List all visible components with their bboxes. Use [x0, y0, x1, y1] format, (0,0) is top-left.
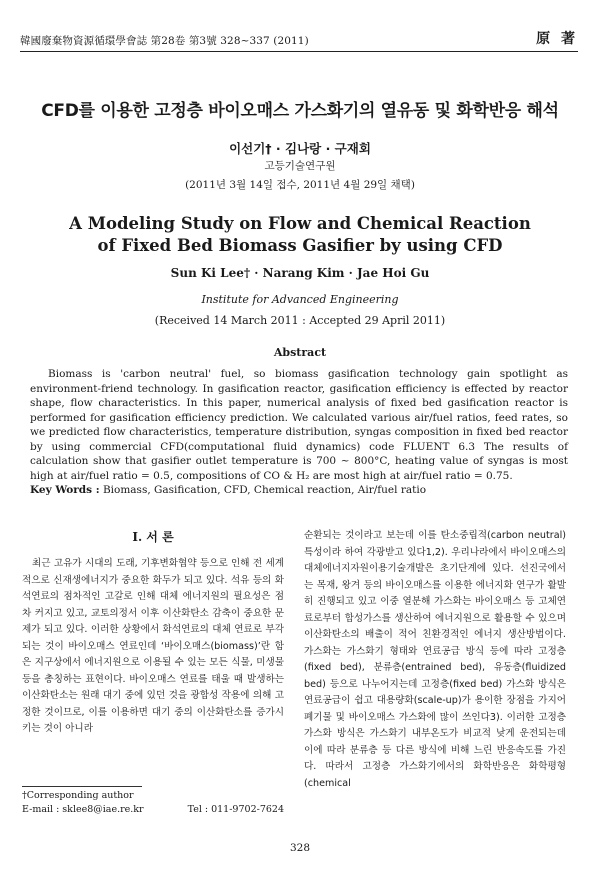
journal-header [20, 28, 578, 48]
journal-citation: 韓國廢棄物資源循環學會誌 第28卷 第3號 328~337 (2011) [20, 35, 309, 47]
footnote-rule [22, 786, 142, 787]
corresponding-author-note: †Corresponding author [22, 790, 134, 801]
page-number: 328 [289, 842, 311, 854]
korean-affiliation: 고등기술연구원 [264, 160, 336, 172]
author-email: E-mail : sklee8@iae.re.kr [22, 804, 144, 815]
english-title-line-1: A Modeling Study on Flow and Chemical Reaction [69, 214, 531, 233]
korean-authors: 이선기† · 김나랑 · 구재회 [229, 141, 371, 156]
english-affiliation: Institute for Advanced Engineering [201, 293, 399, 306]
abstract-text: Biomass is 'carbon neutral' fuel, so biomass gasification technology gain spotlight as environment-friend technology. In gasification reactor, gasification efficiency is effected by reactor shape, flow characteristics. In this paper, numerical analysis of fixed bed gasification reactor is performed for gasification efficiency prediction. We calculated various air/fuel ratios, feed rates, so we predicted flow characteristics, temperature distribution, syngas composition in fixed bed reactor by using commercial CFD(computational fluid dynamics) code FLUENT 6.3 The results of calculation show that gasifier outlet temperature is 700 ~ 800°C, heating value of syngas is most high at air/fuel ratio = 0.5, compositions of CO & H₂ are most high at air/fuel ratio = 0.75. [30, 368, 568, 482]
keywords-label: Key Words : [30, 484, 100, 496]
header-rule [20, 51, 578, 52]
left-column [22, 528, 284, 738]
abstract-heading: Abstract [273, 346, 327, 359]
author-tel: Tel : 011-9702-7624 [187, 804, 284, 815]
section-heading: I. 서 론 [132, 530, 174, 544]
intro-paragraph-left: 최근 고유가 시대의 도래, 기후변화협약 등으로 인해 전 세계적으로 신재생에너지가 중요한 화두가 되고 있다. 석유 등의 화석연료의 점차적인 고갈로 인해 대체 에너지원의 필요성은 점차 커지고 있고, 교토의정서 이후 이산화탄소 감축이 중요한 문제가 되고 있다. 이러한 상황에서 화석연료의 대체 연료로 부각되는 것이 바이오매스 연료인데 ‘바이오매스(biomass)’란 함은 지구상에서 에너지원으로 이용될 수 있는 모든 식물, 미생물 등을 총칭하는 표현이다. 바이오매스 연료를 태울 때 발생하는 이산화탄소는 원래 대기 중에 있던 것을 광합성 작용에 의해 고정한 것이므로, 이를 이용하면 대기 중의 이산화탄소를 증가시키는 것이 아니라 [22, 558, 284, 734]
keywords [30, 484, 568, 496]
article-type-badge: 原 著 [536, 31, 578, 47]
intro-paragraph-right: 순환되는 것이라고 보는데 이를 탄소중립적(carbon neutral) 특성이라 하여 각광받고 있다1,2). 우리나라에서 바이오매스의 대체에너지자원이용기술개발은 초기단계에 있다. 선진국에서는 목재, 왕겨 등의 바이오매스를 이용한 에너지화 연구가 활발히 진행되고 있고 이중 열분해 가스화는 바이오매스 등 고체연료로부터 합성가스를 생산하여 에너지원으로 활용할 수 있으며 이산화탄소의 배출이 적어 친환경적인 에너지 생산방법이다. 가스화는 가스화기 형태와 연료공급 방식 등에 따라 고정층(fixed bed), 분류층(entrained bed), 유동층(fluidized bed) 등으로 나누어지는데 고정층(fixed bed) 가스화 방식은 연료공급이 쉽고 대용량화(scale-up)가 용이한 장점을 가지어 폐기물 및 바이오매스 가스화에 많이 쓰인다3). 이러한 고정층 가스화 방식은 가스화기 내부온도가 비교적 낮게 운전되는데 이에 따라 분류층 등 다른 방식에 비해 느린 반응속도를 가진다. 따라서 고정층 가스화기에서의 화학반응은 화학평형(chemical [304, 530, 566, 789]
english-title-line-2: of Fixed Bed Biomass Gasifier by using CFD [97, 236, 503, 255]
korean-title: CFD를 이용한 고정층 바이오매스 가스화기의 열유동 및 화학반응 해석 [41, 101, 559, 121]
right-column [304, 528, 566, 792]
contact-line [22, 804, 284, 815]
keywords-text: Biomass, Gasification, CFD, Chemical reaction, Air/fuel ratio [102, 484, 427, 496]
english-title [0, 213, 600, 257]
english-dates: (Received 14 March 2011 : Accepted 29 April 2011) [154, 314, 446, 327]
english-authors: Sun Ki Lee† · Narang Kim · Jae Hoi Gu [170, 266, 430, 280]
korean-dates: (2011년 3월 14일 접수, 2011년 4월 29일 채택) [185, 179, 415, 191]
